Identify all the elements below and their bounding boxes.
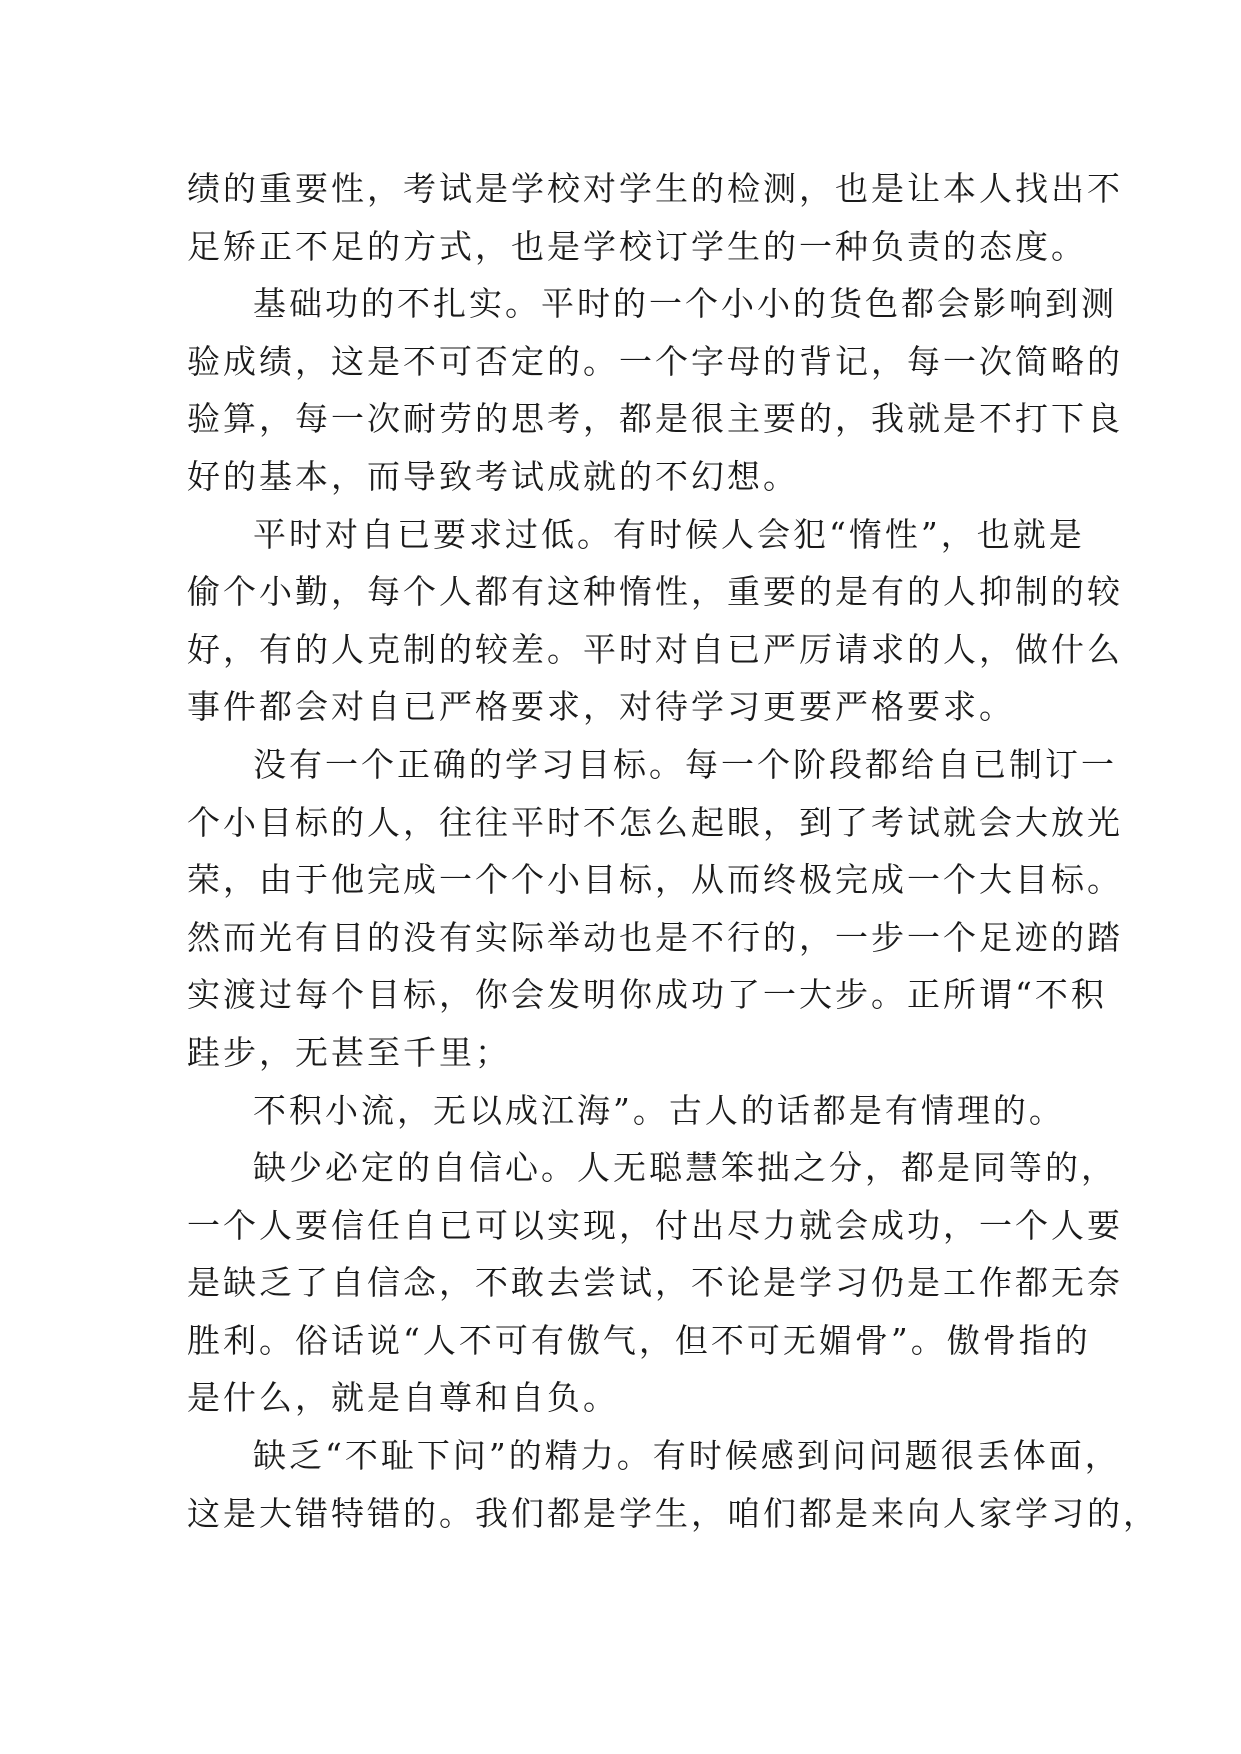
- text-line: 好，有的人克制的较差。平时对自已严厉请求的人，做什么: [187, 629, 1123, 669]
- text-line: 这是大错特错的。我们都是学生，咱们都是来向人家学习的，: [187, 1493, 1159, 1533]
- text-line: 胜利。俗话说“人不可有傲气，但不可无媚骨”。傲骨指的: [187, 1320, 1091, 1360]
- text-line: 事件都会对自已严格要求，对待学习更要严格要求。: [187, 687, 1015, 727]
- text-line: 基础功的不扎实。平时的一个小小的货色都会影响到测: [253, 284, 1117, 324]
- text-line: 没有一个正确的学习目标。每一个阶段都给自已制订一: [253, 744, 1117, 784]
- text-line: 是什么，就是自尊和自负。: [187, 1378, 619, 1418]
- text-line: 绩的重要性，考试是学校对学生的检测，也是让本人找出不: [187, 169, 1123, 208]
- text-line: 验成绩，这是不可否定的。一个字母的背记，每一次简略的: [187, 341, 1123, 381]
- text-line: 跬步，无甚至千里；: [187, 1032, 511, 1072]
- text-line: 实渡过每个目标，你会发明你成功了一大步。正所谓“不积: [187, 975, 1107, 1015]
- text-line: 是缺乏了自信念，不敢去尝试，不论是学习仍是工作都无奈: [187, 1263, 1123, 1303]
- text-line: 一个人要信任自已可以实现，付出尽力就会成功，一个人要: [187, 1205, 1123, 1245]
- text-line: 缺乏“不耻下问”的精力。有时候感到问问题很丢体面，: [253, 1436, 1121, 1476]
- text-line: 不积小流，无以成江海”。古人的话都是有情理的。: [253, 1090, 1065, 1130]
- text-line: 个小目标的人，往往平时不怎么起眼，到了考试就会大放光: [187, 802, 1123, 842]
- text-line: 然而光有目的没有实际举动也是不行的，一步一个足迹的踏: [187, 917, 1123, 957]
- text-line: 足矫正不足的方式，也是学校订学生的一种负责的态度。: [187, 226, 1087, 266]
- text-line: 验算，每一次耐劳的思考，都是很主要的，我就是不打下良: [187, 399, 1123, 439]
- text-line: 缺少必定的自信心。人无聪慧笨拙之分，都是同等的，: [253, 1148, 1117, 1188]
- text-line: 偷个小勤，每个人都有这种惰性，重要的是有的人抑制的较: [187, 572, 1123, 612]
- body-text: [187, 160, 1159, 1542]
- text-line: 好的基本，而导致考试成就的不幻想。: [187, 456, 799, 496]
- text-line: 荣，由于他完成一个个小目标，从而终极完成一个大目标。: [187, 860, 1123, 900]
- text-line: 平时对自已要求过低。有时候人会犯“惰性”，也就是: [253, 514, 1085, 554]
